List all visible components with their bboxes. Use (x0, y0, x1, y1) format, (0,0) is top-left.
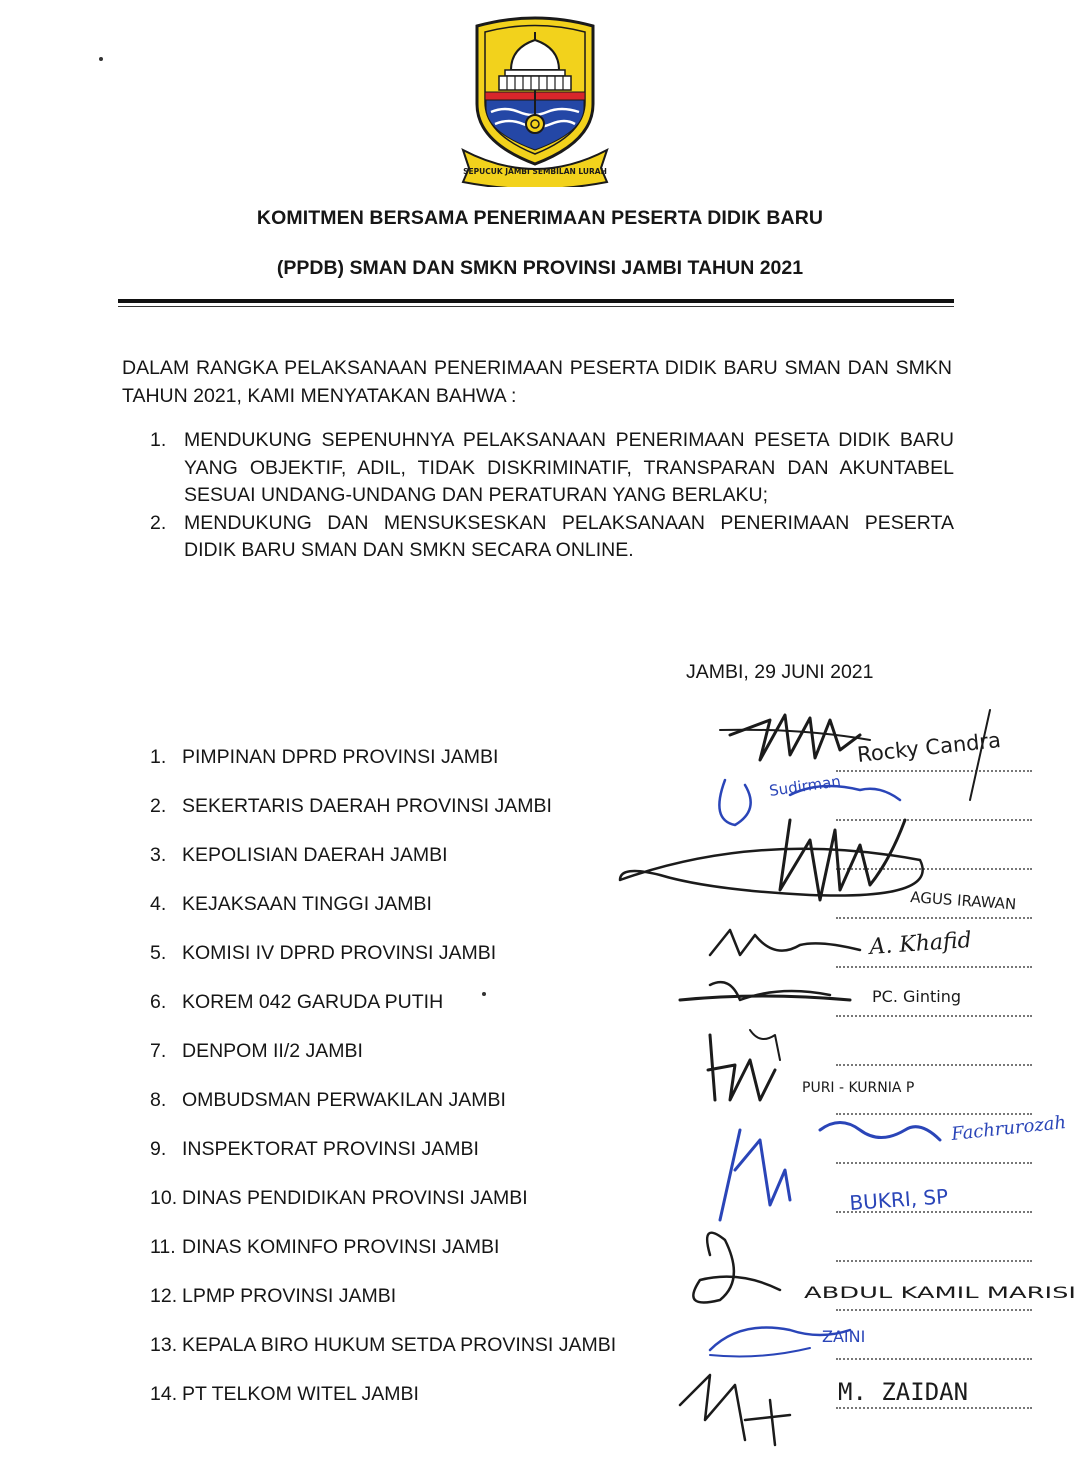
handwritten-name: A. Khafid (868, 927, 973, 960)
commitment-points (150, 427, 954, 565)
signatory-name: DINAS PENDIDIKAN PROVINSI JAMBI (182, 1187, 528, 1209)
signatory-item (150, 1285, 396, 1317)
signature-line (836, 1113, 1032, 1115)
signatory-name: OMBUDSMAN PERWAKILAN JAMBI (182, 1089, 506, 1111)
signatory-item (150, 1236, 499, 1268)
signatory-name: PIMPINAN DPRD PROVINSI JAMBI (182, 746, 499, 768)
title-divider-thin (118, 306, 954, 307)
handwritten-name: BUKRI, SP (848, 1184, 949, 1215)
signature-line (836, 1211, 1032, 1213)
signatory-name: DENPOM II/2 JAMBI (182, 1040, 363, 1062)
signatory-item (150, 1334, 616, 1366)
handwritten-signatures (560, 700, 1080, 1460)
signatory-name: KOREM 042 GARUDA PUTIH (182, 991, 444, 1013)
handwritten-name: Fachrurozah (950, 1112, 1068, 1145)
signatory-item (150, 1040, 363, 1072)
handwritten-name: PC. Ginting (872, 987, 961, 1006)
point-number: 1. (150, 429, 167, 451)
signature-line (836, 917, 1032, 919)
handwritten-name: PURI - KURNIA P (802, 1080, 915, 1096)
signatory-item (150, 795, 552, 827)
signatory-item (150, 991, 443, 1023)
title-divider-thick (118, 299, 954, 303)
signatory-item (150, 1089, 506, 1121)
signatory-number: 2. (150, 795, 167, 817)
signature-line (836, 1407, 1032, 1409)
signatory-item (150, 746, 498, 778)
signatory-name: INSPEKTORAT PROVINSI JAMBI (182, 1138, 479, 1160)
handwritten-name: AGUS IRAWAN (909, 888, 1017, 914)
signatory-item (150, 1383, 419, 1415)
document-title-line-2: (PPDB) SMAN DAN SMKN PROVINSI JAMBI TAHUN 2021 (276, 257, 804, 279)
signatory-name: KEPOLISIAN DAERAH JAMBI (182, 844, 448, 866)
signature-line (836, 868, 1032, 870)
signatory-number: 10. (150, 1187, 178, 1209)
intro-paragraph: DALAM RANGKA PELAKSANAAN PENERIMAAN PESERTA DIDIK BARU SMAN DAN SMKN TAHUN 2021, KAMI MENYATAKAN BAHWA : (122, 357, 952, 407)
signatory-name: KOMISI IV DPRD PROVINSI JAMBI (182, 942, 497, 964)
signatory-name: DINAS KOMINFO PROVINSI JAMBI (182, 1236, 500, 1258)
point-text: MENDUKUNG DAN MENSUKSESKAN PELAKSANAAN PENERIMAAN PESERTA DIDIK BARU SMAN DAN SMKN SECARA ONLINE. (184, 511, 954, 561)
scan-speck (99, 57, 103, 61)
point-text: MENDUKUNG SEPENUHNYA PELAKSANAAN PENERIMAAN PESETA DIDIK BARU YANG OBJEKTIF, ADIL, TIDAK DISKRIMINATIF, TRANSPARAN DAN AKUNTABEL SESUAI UNDANG-UNDANG DAN PERATURAN YANG BERLAKU; (184, 429, 954, 506)
signatory-number: 9. (150, 1138, 167, 1160)
handwritten-name: M. ZAIDAN (838, 1378, 969, 1406)
handwritten-name: Rocky Candra (856, 728, 1002, 767)
signatory-name: PT TELKOM WITEL JAMBI (182, 1383, 419, 1405)
signatory-number: 1. (150, 746, 167, 768)
point-number: 2. (150, 511, 167, 534)
signatory-number: 12. (150, 1285, 178, 1307)
commitment-point (150, 510, 954, 565)
jambi-province-emblem (455, 12, 615, 187)
signatory-number: 13. (150, 1334, 178, 1356)
signature-line (836, 819, 1032, 821)
signatory-number: 8. (150, 1089, 167, 1111)
signatory-name: KEPALA BIRO HUKUM SETDA PROVINSI JAMBI (182, 1334, 617, 1356)
document-title-line-1: KOMITMEN BERSAMA PENERIMAAN PESERTA DIDIK BARU (256, 207, 824, 229)
signature-line (836, 1064, 1032, 1066)
emblem-motto: SEPUCUK JAMBI SEMBILAN LURAH (463, 167, 607, 176)
signatory-number: 5. (150, 942, 167, 964)
signature-line (836, 966, 1032, 968)
commitment-point (150, 427, 954, 510)
signatory-name: LPMP PROVINSI JAMBI (182, 1285, 397, 1307)
handwritten-name: ZAINI (822, 1327, 866, 1346)
signature-line (836, 770, 1032, 772)
signatory-number: 4. (150, 893, 167, 915)
signature-line (836, 1309, 1032, 1311)
handwritten-name: Sudirman (768, 772, 842, 800)
signatory-number: 11. (150, 1236, 176, 1258)
signature-line (836, 1260, 1032, 1262)
scan-speck (482, 992, 486, 996)
signatory-number: 6. (150, 991, 167, 1013)
signatory-number: 3. (150, 844, 167, 866)
signatory-item (150, 1187, 528, 1219)
signatory-item (150, 1138, 479, 1170)
handwritten-name: ABDUL KAMIL MARISI (804, 1283, 1076, 1302)
signature-line (836, 1358, 1032, 1360)
signatory-number: 14. (150, 1383, 178, 1405)
signatory-name: SEKERTARIS DAERAH PROVINSI JAMBI (182, 795, 552, 817)
signature-line (836, 1162, 1032, 1164)
signatory-item (150, 844, 448, 876)
place-and-date: JAMBI, 29 JUNI 2021 (686, 661, 874, 683)
signatory-number: 7. (150, 1040, 167, 1062)
signatory-item (150, 893, 432, 925)
signatory-item (150, 942, 496, 974)
signature-line (836, 1015, 1032, 1017)
signatory-name: KEJAKSAAN TINGGI JAMBI (182, 893, 432, 915)
